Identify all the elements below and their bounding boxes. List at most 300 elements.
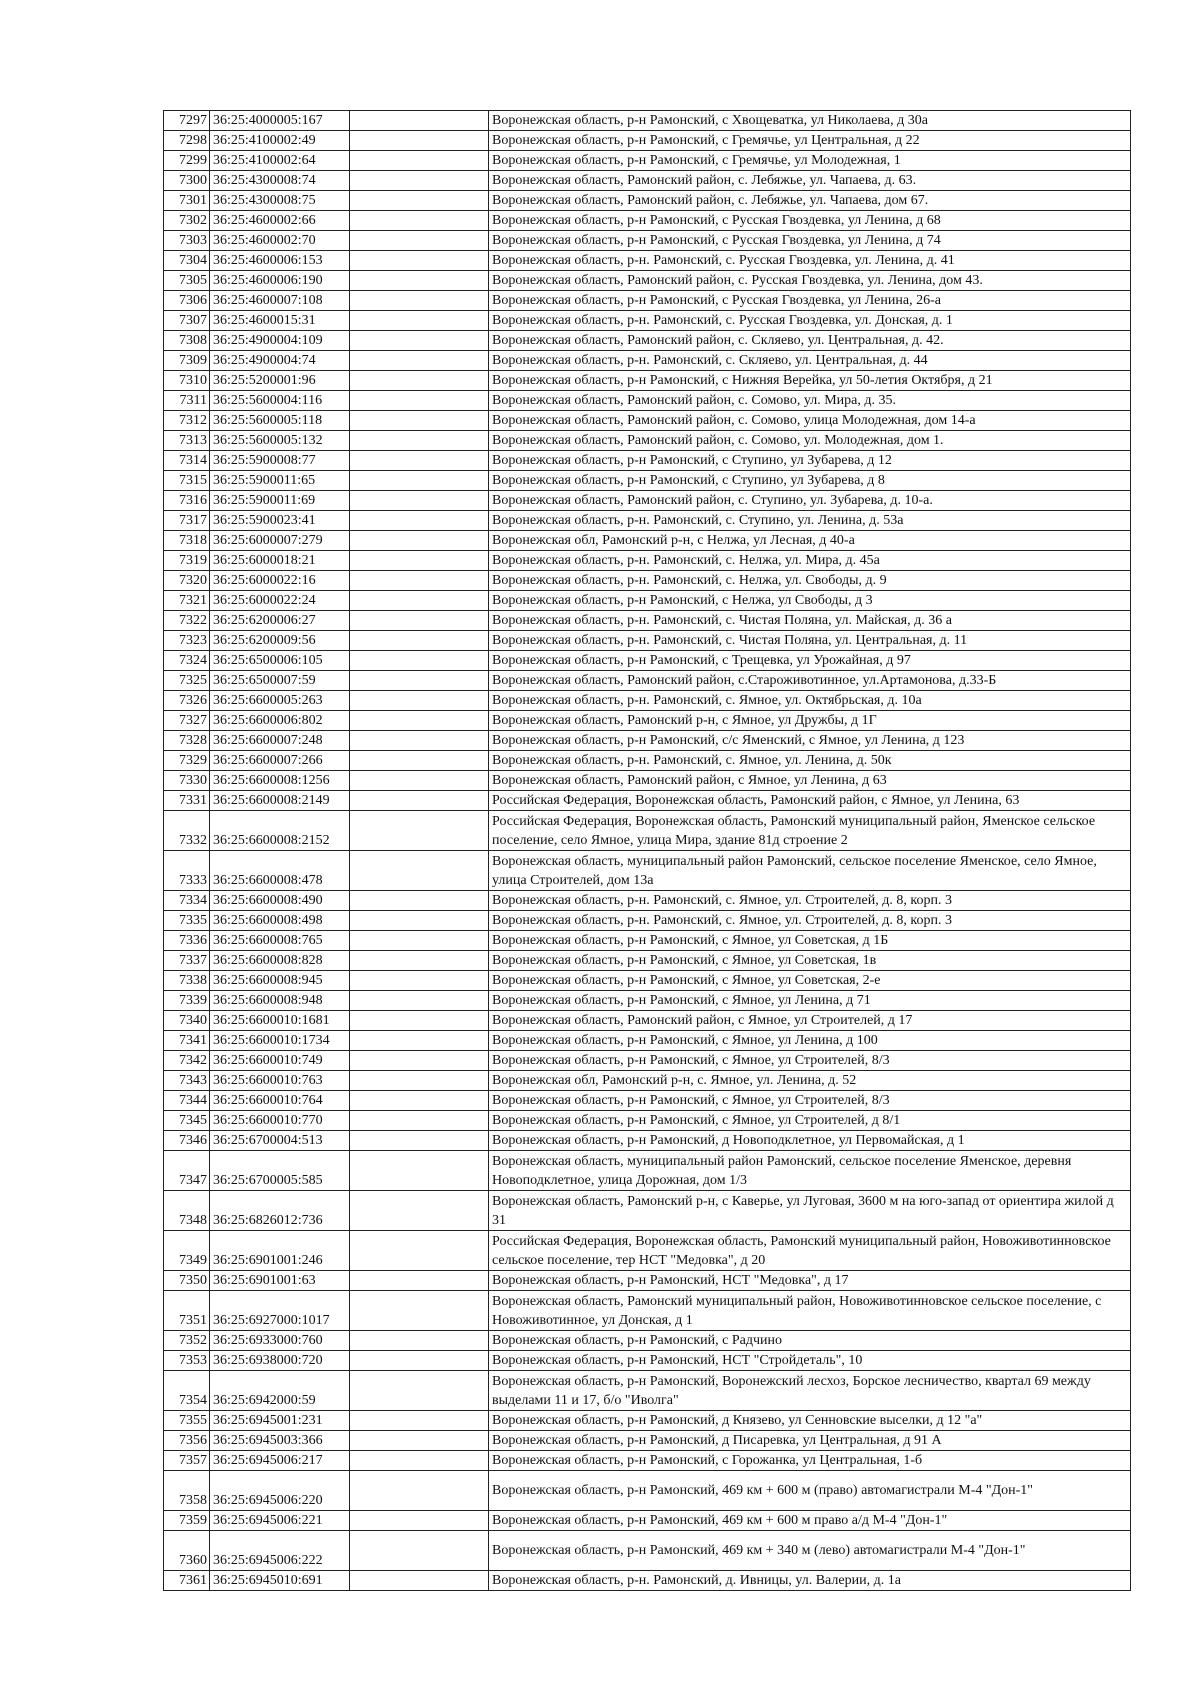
empty-cell: [350, 111, 489, 131]
empty-cell: [350, 751, 489, 771]
address: Воронежская область, р-н Рамонский, НСТ "Медовка", д 17: [489, 1271, 1131, 1291]
empty-cell: [350, 731, 489, 751]
cadastral-number: 36:25:6600008:828: [210, 951, 350, 971]
row-number: 7314: [164, 451, 210, 471]
row-number: 7339: [164, 991, 210, 1011]
empty-cell: [350, 811, 489, 851]
address: Воронежская область, р-н Рамонский, НСТ "Стройдеталь", 10: [489, 1351, 1131, 1371]
cadastral-number: 36:25:6600010:1681: [210, 1011, 350, 1031]
empty-cell: [350, 1511, 489, 1531]
empty-cell: [350, 1531, 489, 1571]
cadastral-number: 36:25:5900023:41: [210, 511, 350, 531]
address: Воронежская область, р-н Рамонский, с Ямное, ул Советская, 2-е: [489, 971, 1131, 991]
empty-cell: [350, 771, 489, 791]
table-row: [164, 1191, 1131, 1231]
cadastral-number: 36:25:4600002:66: [210, 211, 350, 231]
empty-cell: [350, 1431, 489, 1451]
address: Воронежская область, р-н Рамонский, с Нижняя Верейка, ул 50-летия Октября, д 21: [489, 371, 1131, 391]
address: Воронежская область, р-н Рамонский, с Гремячье, ул Центральная, д 22: [489, 131, 1131, 151]
empty-cell: [350, 231, 489, 251]
address: Воронежская область, Рамонский район, с. Сомово, ул. Молодежная, дом 1.: [489, 431, 1131, 451]
cadastral-number: 36:25:4000005:167: [210, 111, 350, 131]
row-number: 7312: [164, 411, 210, 431]
table-row: [164, 1431, 1131, 1451]
cadastral-number: 36:25:6945003:366: [210, 1431, 350, 1451]
empty-cell: [350, 131, 489, 151]
row-number: 7335: [164, 911, 210, 931]
cadastral-number: 36:25:5600004:116: [210, 391, 350, 411]
table-row: [164, 611, 1131, 631]
address: Воронежская область, р-н Рамонский, 469 км + 340 м (лево) автомагистрали М-4 "Дон-1": [489, 1531, 1131, 1571]
table-row: [164, 391, 1131, 411]
cadastral-number: 36:25:5600005:118: [210, 411, 350, 431]
empty-cell: [350, 591, 489, 611]
cadastral-number: 36:25:6945006:220: [210, 1471, 350, 1511]
cadastral-number: 36:25:4300008:75: [210, 191, 350, 211]
table-row: [164, 971, 1131, 991]
address: Воронежская область, Рамонский район, с. Русская Гвоздевка, ул. Ленина, дом 43.: [489, 271, 1131, 291]
table-row: [164, 1411, 1131, 1431]
empty-cell: [350, 291, 489, 311]
address: Воронежская область, р-н Рамонский, д Писаревка, ул Центральная, д 91 А: [489, 1431, 1131, 1451]
empty-cell: [350, 271, 489, 291]
address: Воронежская область, Рамонский район, с Ямное, ул Ленина, д 63: [489, 771, 1131, 791]
address: Воронежская область, р-н. Рамонский, с. Скляево, ул. Центральная, д. 44: [489, 351, 1131, 371]
address: Воронежская область, р-н Рамонский, с Горожанка, ул Центральная, 1-б: [489, 1451, 1131, 1471]
cadastral-number: 36:25:6600008:948: [210, 991, 350, 1011]
address: Воронежская область, р-н Рамонский, с Ямное, ул Строителей, д 8/1: [489, 1111, 1131, 1131]
address: Воронежская область, р-н Рамонский, с Ямное, ул Строителей, 8/3: [489, 1051, 1131, 1071]
cadastral-number: 36:25:6000022:16: [210, 571, 350, 591]
address: Воронежская область, Рамонский район, с. Скляево, ул. Центральная, д. 42.: [489, 331, 1131, 351]
empty-cell: [350, 411, 489, 431]
table-row: [164, 1531, 1131, 1571]
row-number: 7345: [164, 1111, 210, 1131]
cadastral-number: 36:25:4600007:108: [210, 291, 350, 311]
cadastral-number: 36:25:6600008:765: [210, 931, 350, 951]
empty-cell: [350, 1451, 489, 1471]
address: Воронежская область, р-н Рамонский, с Ямное, ул Строителей, 8/3: [489, 1091, 1131, 1111]
cadastral-number: 36:25:4100002:49: [210, 131, 350, 151]
cadastral-number: 36:25:6500006:105: [210, 651, 350, 671]
table-row: [164, 731, 1131, 751]
row-number: 7355: [164, 1411, 210, 1431]
row-number: 7343: [164, 1071, 210, 1091]
row-number: 7310: [164, 371, 210, 391]
empty-cell: [350, 791, 489, 811]
cadastral-number: 36:25:6000022:24: [210, 591, 350, 611]
cadastral-number: 36:25:6600008:490: [210, 891, 350, 911]
address: Воронежская область, р-н Рамонский, с/с Яменский, с Ямное, ул Ленина, д 123: [489, 731, 1131, 751]
empty-cell: [350, 451, 489, 471]
cadastral-number: 36:25:6826012:736: [210, 1191, 350, 1231]
empty-cell: [350, 311, 489, 331]
row-number: 7308: [164, 331, 210, 351]
row-number: 7298: [164, 131, 210, 151]
row-number: 7360: [164, 1531, 210, 1571]
row-number: 7319: [164, 551, 210, 571]
row-number: 7304: [164, 251, 210, 271]
cadastral-number: 36:25:6901001:246: [210, 1231, 350, 1271]
empty-cell: [350, 1351, 489, 1371]
table-body: [164, 111, 1131, 1591]
row-number: 7354: [164, 1371, 210, 1411]
cadastral-number: 36:25:4300008:74: [210, 171, 350, 191]
cadastral-number: 36:25:6901001:63: [210, 1271, 350, 1291]
cadastral-number: 36:25:5900011:65: [210, 471, 350, 491]
row-number: 7307: [164, 311, 210, 331]
table-row: [164, 991, 1131, 1011]
cadastral-number: 36:25:6600008:498: [210, 911, 350, 931]
table-row: [164, 491, 1131, 511]
cadastral-number: 36:25:6945001:231: [210, 1411, 350, 1431]
cadastral-number: 36:25:6000018:21: [210, 551, 350, 571]
empty-cell: [350, 911, 489, 931]
cadastral-number: 36:25:6600008:945: [210, 971, 350, 991]
table-row: [164, 271, 1131, 291]
empty-cell: [350, 1271, 489, 1291]
address: Воронежская область, р-н. Рамонский, с. Ямное, ул. Ленина, д. 50к: [489, 751, 1131, 771]
address: Воронежская область, муниципальный район Рамонский, сельское поселение Яменское, село Ямное, улица Строителей, дом 13а: [489, 851, 1131, 891]
row-number: 7338: [164, 971, 210, 991]
address: Российская Федерация, Воронежская область, Рамонский муниципальный район, Новоживотинновское сельское поселение, тер НСТ "Медовка", д 20: [489, 1231, 1131, 1271]
cadastral-number: 36:25:6600010:1734: [210, 1031, 350, 1051]
address: Воронежская область, р-н Рамонский, д Новоподклетное, ул Первомайская, д 1: [489, 1131, 1131, 1151]
empty-cell: [350, 1071, 489, 1091]
row-number: 7347: [164, 1151, 210, 1191]
row-number: 7318: [164, 531, 210, 551]
empty-cell: [350, 651, 489, 671]
table-row: [164, 431, 1131, 451]
row-number: 7326: [164, 691, 210, 711]
cadastral-number: 36:25:6500007:59: [210, 671, 350, 691]
cadastral-number: 36:25:6933000:760: [210, 1331, 350, 1351]
address: Воронежская область, Рамонский район, с. Лебяжье, ул. Чапаева, дом 67.: [489, 191, 1131, 211]
address: Воронежская область, муниципальный район Рамонский, сельское поселение Яменское, деревня Новоподклетное, улица Дорожная, дом 1/3: [489, 1151, 1131, 1191]
row-number: 7302: [164, 211, 210, 231]
cadastral-number: 36:25:5900011:69: [210, 491, 350, 511]
empty-cell: [350, 551, 489, 571]
row-number: 7311: [164, 391, 210, 411]
table-row: [164, 1151, 1131, 1191]
row-number: 7332: [164, 811, 210, 851]
cadastral-number: 36:25:6600010:770: [210, 1111, 350, 1131]
cadastral-number: 36:25:6942000:59: [210, 1371, 350, 1411]
empty-cell: [350, 251, 489, 271]
row-number: 7358: [164, 1471, 210, 1511]
address: Воронежская область, р-н Рамонский, с Ямное, ул Ленина, д 71: [489, 991, 1131, 1011]
table-row: [164, 1011, 1131, 1031]
address: Воронежская область, Рамонский р-н, с Каверье, ул Луговая, 3600 м на юго-запад от ориентира жилой д 31: [489, 1191, 1131, 1231]
cadastral-number: 36:25:6600007:266: [210, 751, 350, 771]
address: Воронежская область, р-н Рамонский, 469 км + 600 м (право) автомагистрали М-4 "Дон-1": [489, 1471, 1131, 1511]
table-row: [164, 111, 1131, 131]
address: Воронежская область, р-н Рамонский, с Ямное, ул Советская, д 1Б: [489, 931, 1131, 951]
table-row: [164, 191, 1131, 211]
row-number: 7327: [164, 711, 210, 731]
cadastral-number: 36:25:6000007:279: [210, 531, 350, 551]
table-row: [164, 811, 1131, 851]
table-row: [164, 1051, 1131, 1071]
table-row: [164, 151, 1131, 171]
row-number: 7336: [164, 931, 210, 951]
address: Воронежская обл, Рамонский р-н, с. Ямное, ул. Ленина, д. 52: [489, 1071, 1131, 1091]
row-number: 7313: [164, 431, 210, 451]
row-number: 7342: [164, 1051, 210, 1071]
address: Воронежская область, р-н Рамонский, с Ступино, ул Зубарева, д 8: [489, 471, 1131, 491]
address: Воронежская область, р-н Рамонский, с Русская Гвоздевка, ул Ленина, 26-а: [489, 291, 1131, 311]
empty-cell: [350, 491, 489, 511]
row-number: 7328: [164, 731, 210, 751]
table-row: [164, 791, 1131, 811]
empty-cell: [350, 1231, 489, 1271]
table-row: [164, 251, 1131, 271]
address: Воронежская область, р-н. Рамонский, с. Чистая Поляна, ул. Центральная, д. 11: [489, 631, 1131, 651]
address: Воронежская область, р-н Рамонский, с Нелжа, ул Свободы, д 3: [489, 591, 1131, 611]
empty-cell: [350, 1031, 489, 1051]
table-row: [164, 371, 1131, 391]
cadastral-number: 36:25:6200009:56: [210, 631, 350, 651]
row-number: 7324: [164, 651, 210, 671]
empty-cell: [350, 851, 489, 891]
empty-cell: [350, 471, 489, 491]
table-row: [164, 131, 1131, 151]
table-row: [164, 711, 1131, 731]
row-number: 7320: [164, 571, 210, 591]
address: Воронежская область, р-н. Рамонский, с. Чистая Поляна, ул. Майская, д. 36 а: [489, 611, 1131, 631]
table-row: [164, 771, 1131, 791]
table-row: [164, 951, 1131, 971]
table-row: [164, 1351, 1131, 1371]
empty-cell: [350, 691, 489, 711]
table-row: [164, 1451, 1131, 1471]
address: Воронежская область, р-н Рамонский, с Ямное, ул Ленина, д 100: [489, 1031, 1131, 1051]
empty-cell: [350, 1091, 489, 1111]
table-row: [164, 1271, 1131, 1291]
cadastral-number: 36:25:6927000:1017: [210, 1291, 350, 1331]
address: Воронежская область, р-н. Рамонский, с. Ямное, ул. Строителей, д. 8, корп. 3: [489, 891, 1131, 911]
row-number: 7348: [164, 1191, 210, 1231]
cadastral-number: 36:25:6938000:720: [210, 1351, 350, 1371]
empty-cell: [350, 671, 489, 691]
table-row: [164, 931, 1131, 951]
table-row: [164, 1571, 1131, 1591]
cadastral-number: 36:25:6945006:221: [210, 1511, 350, 1531]
address: Воронежская область, Рамонский район, с. Лебяжье, ул. Чапаева, д. 63.: [489, 171, 1131, 191]
empty-cell: [350, 571, 489, 591]
cadastral-number: 36:25:4900004:109: [210, 331, 350, 351]
row-number: 7309: [164, 351, 210, 371]
empty-cell: [350, 1151, 489, 1191]
row-number: 7356: [164, 1431, 210, 1451]
row-number: 7321: [164, 591, 210, 611]
empty-cell: [350, 1471, 489, 1511]
address: Воронежская область, р-н Рамонский, с Русская Гвоздевка, ул Ленина, д 74: [489, 231, 1131, 251]
row-number: 7317: [164, 511, 210, 531]
empty-cell: [350, 431, 489, 451]
empty-cell: [350, 1131, 489, 1151]
table-row: [164, 551, 1131, 571]
row-number: 7303: [164, 231, 210, 251]
address: Воронежская область, Рамонский район, с Ямное, ул Строителей, д 17: [489, 1011, 1131, 1031]
cadastral-number: 36:25:5900008:77: [210, 451, 350, 471]
address: Воронежская область, Рамонский район, с. Ступино, ул. Зубарева, д. 10-а.: [489, 491, 1131, 511]
table-row: [164, 691, 1131, 711]
table-row: [164, 911, 1131, 931]
table-row: [164, 1371, 1131, 1411]
empty-cell: [350, 331, 489, 351]
cadastral-number: 36:25:4900004:74: [210, 351, 350, 371]
cadastral-number: 36:25:6600007:248: [210, 731, 350, 751]
cadastral-number: 36:25:6945006:217: [210, 1451, 350, 1471]
table-row: [164, 891, 1131, 911]
address: Воронежская область, Рамонский р-н, с Ямное, ул Дружбы, д 1Г: [489, 711, 1131, 731]
empty-cell: [350, 991, 489, 1011]
address: Воронежская область, р-н. Рамонский, с. Русская Гвоздевка, ул. Ленина, д. 41: [489, 251, 1131, 271]
address: Воронежская область, р-н Рамонский, с Трещевка, ул Урожайная, д 97: [489, 651, 1131, 671]
table-row: [164, 1031, 1131, 1051]
cadastral-number: 36:25:6600006:802: [210, 711, 350, 731]
row-number: 7331: [164, 791, 210, 811]
address: Воронежская область, Рамонский муниципальный район, Новоживотинновское сельское поселение, с Новоживотинное, ул Донская, д 1: [489, 1291, 1131, 1331]
address: Воронежская область, р-н Рамонский, с Ямное, ул Советская, 1в: [489, 951, 1131, 971]
table-row: [164, 751, 1131, 771]
row-number: 7299: [164, 151, 210, 171]
cadastral-number: 36:25:4600002:70: [210, 231, 350, 251]
cadastral-number: 36:25:6945006:222: [210, 1531, 350, 1571]
row-number: 7316: [164, 491, 210, 511]
empty-cell: [350, 951, 489, 971]
cadastral-number: 36:25:6700004:513: [210, 1131, 350, 1151]
row-number: 7351: [164, 1291, 210, 1331]
cadastral-number: 36:25:6600008:2149: [210, 791, 350, 811]
address: Воронежская область, р-н Рамонский, с Радчино: [489, 1331, 1131, 1351]
cadastral-table: [163, 110, 1131, 1591]
table-row: [164, 231, 1131, 251]
row-number: 7329: [164, 751, 210, 771]
table-row: [164, 651, 1131, 671]
row-number: 7359: [164, 1511, 210, 1531]
cadastral-number: 36:25:6945010:691: [210, 1571, 350, 1591]
table-row: [164, 531, 1131, 551]
address: Воронежская область, р-н. Рамонский, с. Русская Гвоздевка, ул. Донская, д. 1: [489, 311, 1131, 331]
address: Воронежская область, р-н. Рамонский, с. Нелжа, ул. Свободы, д. 9: [489, 571, 1131, 591]
table-row: [164, 851, 1131, 891]
empty-cell: [350, 1011, 489, 1031]
address: Воронежская область, р-н. Рамонский, с. Ямное, ул. Строителей, д. 8, корп. 3: [489, 911, 1131, 931]
empty-cell: [350, 1191, 489, 1231]
row-number: 7357: [164, 1451, 210, 1471]
table-row: [164, 671, 1131, 691]
address: Воронежская область, р-н Рамонский, 469 км + 600 м право а/д М-4 "Дон-1": [489, 1511, 1131, 1531]
table-row: [164, 331, 1131, 351]
table-row: [164, 511, 1131, 531]
row-number: 7361: [164, 1571, 210, 1591]
empty-cell: [350, 151, 489, 171]
table-row: [164, 631, 1131, 651]
cadastral-number: 36:25:6600008:478: [210, 851, 350, 891]
table-row: [164, 451, 1131, 471]
address: Воронежская область, р-н Рамонский, Воронежский лесхоз, Борское лесничество, квартал 69 между выделами 11 и 17, б/о "Иволга": [489, 1371, 1131, 1411]
empty-cell: [350, 1411, 489, 1431]
empty-cell: [350, 1111, 489, 1131]
table-row: [164, 1111, 1131, 1131]
row-number: 7300: [164, 171, 210, 191]
table-row: [164, 1071, 1131, 1091]
table-row: [164, 591, 1131, 611]
address: Воронежская область, р-н. Рамонский, с. Ямное, ул. Октябрьская, д. 10а: [489, 691, 1131, 711]
row-number: 7349: [164, 1231, 210, 1271]
table-row: [164, 411, 1131, 431]
row-number: 7346: [164, 1131, 210, 1151]
empty-cell: [350, 971, 489, 991]
row-number: 7344: [164, 1091, 210, 1111]
table-row: [164, 1131, 1131, 1151]
row-number: 7353: [164, 1351, 210, 1371]
cadastral-number: 36:25:6600008:1256: [210, 771, 350, 791]
cadastral-number: 36:25:6600010:763: [210, 1071, 350, 1091]
empty-cell: [350, 371, 489, 391]
table-row: [164, 351, 1131, 371]
cadastral-number: 36:25:4100002:64: [210, 151, 350, 171]
cadastral-number: 36:25:6600008:2152: [210, 811, 350, 851]
empty-cell: [350, 931, 489, 951]
cadastral-number: 36:25:5200001:96: [210, 371, 350, 391]
address: Воронежская область, р-н Рамонский, с Хвощеватка, ул Николаева, д 30а: [489, 111, 1131, 131]
empty-cell: [350, 171, 489, 191]
address: Воронежская область, Рамонский район, с. Сомово, ул. Мира, д. 35.: [489, 391, 1131, 411]
row-number: 7340: [164, 1011, 210, 1031]
row-number: 7297: [164, 111, 210, 131]
empty-cell: [350, 351, 489, 371]
row-number: 7350: [164, 1271, 210, 1291]
cadastral-number: 36:25:6700005:585: [210, 1151, 350, 1191]
table-row: [164, 571, 1131, 591]
row-number: 7333: [164, 851, 210, 891]
table-row: [164, 1331, 1131, 1351]
cadastral-number: 36:25:4600006:153: [210, 251, 350, 271]
cadastral-number: 36:25:6600010:749: [210, 1051, 350, 1071]
cadastral-number: 36:25:6200006:27: [210, 611, 350, 631]
row-number: 7337: [164, 951, 210, 971]
cadastral-number: 36:25:6600005:263: [210, 691, 350, 711]
row-number: 7325: [164, 671, 210, 691]
address: Воронежская область, Рамонский район, с.Староживотинное, ул.Артамонова, д.33-Б: [489, 671, 1131, 691]
row-number: 7315: [164, 471, 210, 491]
table-row: [164, 1511, 1131, 1531]
address: Российская Федерация, Воронежская область, Рамонский район, с Ямное, ул Ленина, 63: [489, 791, 1131, 811]
empty-cell: [350, 611, 489, 631]
table-row: [164, 471, 1131, 491]
row-number: 7322: [164, 611, 210, 631]
table-row: [164, 1471, 1131, 1511]
row-number: 7352: [164, 1331, 210, 1351]
table-row: [164, 1091, 1131, 1111]
address: Воронежская область, Рамонский район, с. Сомово, улица Молодежная, дом 14-а: [489, 411, 1131, 431]
table-row: [164, 1291, 1131, 1331]
empty-cell: [350, 891, 489, 911]
table-row: [164, 291, 1131, 311]
empty-cell: [350, 1571, 489, 1591]
empty-cell: [350, 631, 489, 651]
empty-cell: [350, 1291, 489, 1331]
row-number: 7306: [164, 291, 210, 311]
row-number: 7323: [164, 631, 210, 651]
empty-cell: [350, 391, 489, 411]
address: Воронежская область, р-н Рамонский, с Русская Гвоздевка, ул Ленина, д 68: [489, 211, 1131, 231]
address: Воронежская обл, Рамонский р-н, с Нелжа, ул Лесная, д 40-а: [489, 531, 1131, 551]
row-number: 7334: [164, 891, 210, 911]
